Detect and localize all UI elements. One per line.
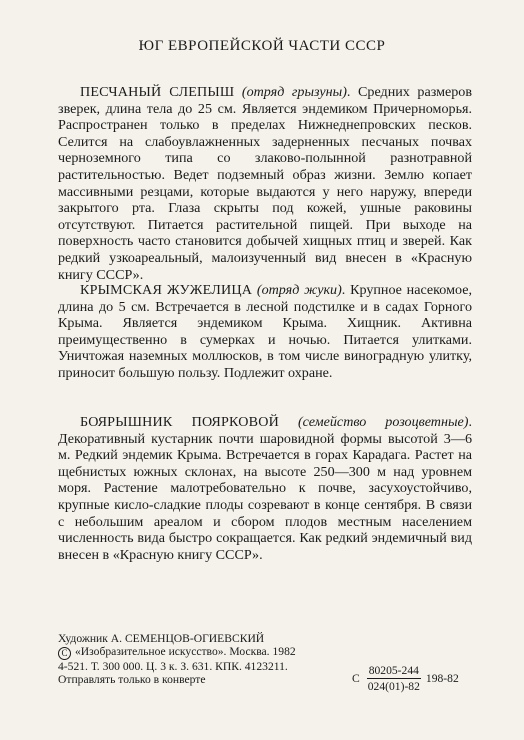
entry-description: . Средних размеров зверек, длина тела до 25 см. Является эндемиком Причерноморья. Распространен только в пределах Нижнеднепровских песков. Селится на слабоувлажненных задерненных песчаных почвах черноземного типа со злаково-полынной разнотравной растительностью. Ведет подземный образ жизни. Землю копает массивными резцами, которые выдаются у него наружу, впереди закрытого рта. Глаза скрыты под кожей, ушные раковины отсутствуют. Питается растительной пищей. При выходе на поверхность часто становится добычей хищных птиц и зверей. Как редкий узкоареальный, малоизученный вид внесен в «Красную книгу СССР». bbox=[58, 84, 472, 283]
entry-description: . Декоративный кустарник почти шаровидной формы высотой 3—6 м. Редкий эндемик Крыма. Встречается в горах Карадага. Растет на щебнистых южных склонах, на высоте 250—300 м над уровнем моря. Растение малотребовательно к почве, засухоустойчиво, крупные кисло-сладкие плоды созревают в конце сентября. В связи с небольшим ареалом и сбором плодов местным населением численность вида быстро сокращается. Как редкий эндемичный вид внесен в «Красную книгу СССР». bbox=[58, 414, 472, 563]
code-denominator: 024(01)-82 bbox=[367, 680, 420, 693]
entry-sand-mole-rat bbox=[58, 84, 472, 283]
code-suffix: 198-82 bbox=[425, 672, 459, 685]
code-fraction bbox=[366, 664, 422, 693]
entry-classification: (семейство розоцветные) bbox=[297, 414, 469, 430]
catalog-code bbox=[352, 664, 459, 693]
print-info: 4-521. Т. 300 000. Ц. 3 к. З. 631. КПК. 4123211. bbox=[58, 660, 288, 674]
entry-classification: (отряд жуки) bbox=[256, 282, 342, 298]
entry-title: БОЯРЫШНИК ПОЯРКОВОЙ bbox=[80, 414, 279, 430]
publisher-line bbox=[58, 645, 378, 660]
mailing-note: Отправлять только в конверте bbox=[58, 673, 206, 687]
imprint bbox=[58, 632, 378, 687]
copyright-icon: C bbox=[58, 647, 71, 660]
page-heading: ЮГ ЕВРОПЕЙСКОЙ ЧАСТИ СССР bbox=[138, 38, 386, 54]
code-numerator: 80205-244 bbox=[368, 664, 419, 677]
publisher-text: «Изобразительное искусство». Москва. 1982 bbox=[75, 645, 296, 659]
entry-title: КРЫМСКАЯ ЖУЖЕЛИЦА bbox=[80, 282, 253, 298]
entry-title: ПЕСЧАНЫЙ СЛЕПЫШ bbox=[80, 84, 235, 100]
code-prefix: С bbox=[352, 672, 360, 685]
artist-credit: Художник А. СЕМЕНЦОВ-ОГИЕВСКИЙ bbox=[58, 632, 265, 645]
entry-crimean-ground-beetle bbox=[58, 282, 472, 382]
entry-classification: (отряд грызуны) bbox=[241, 84, 347, 100]
entry-description: . Крупное насекомое, длина до 5 см. Встречается в лесной подстилке и в садах Горного Крыма. Является эндемиком Крыма. Хищник. Активна преимущественно в сумерках и ночью. Питается улитками. Уничтожая наземных моллюсков, в том числе виноградную улитку, приносит большую пользу. Подлежит охране. bbox=[58, 282, 472, 381]
entry-poyarkova-hawthorn bbox=[58, 414, 472, 563]
